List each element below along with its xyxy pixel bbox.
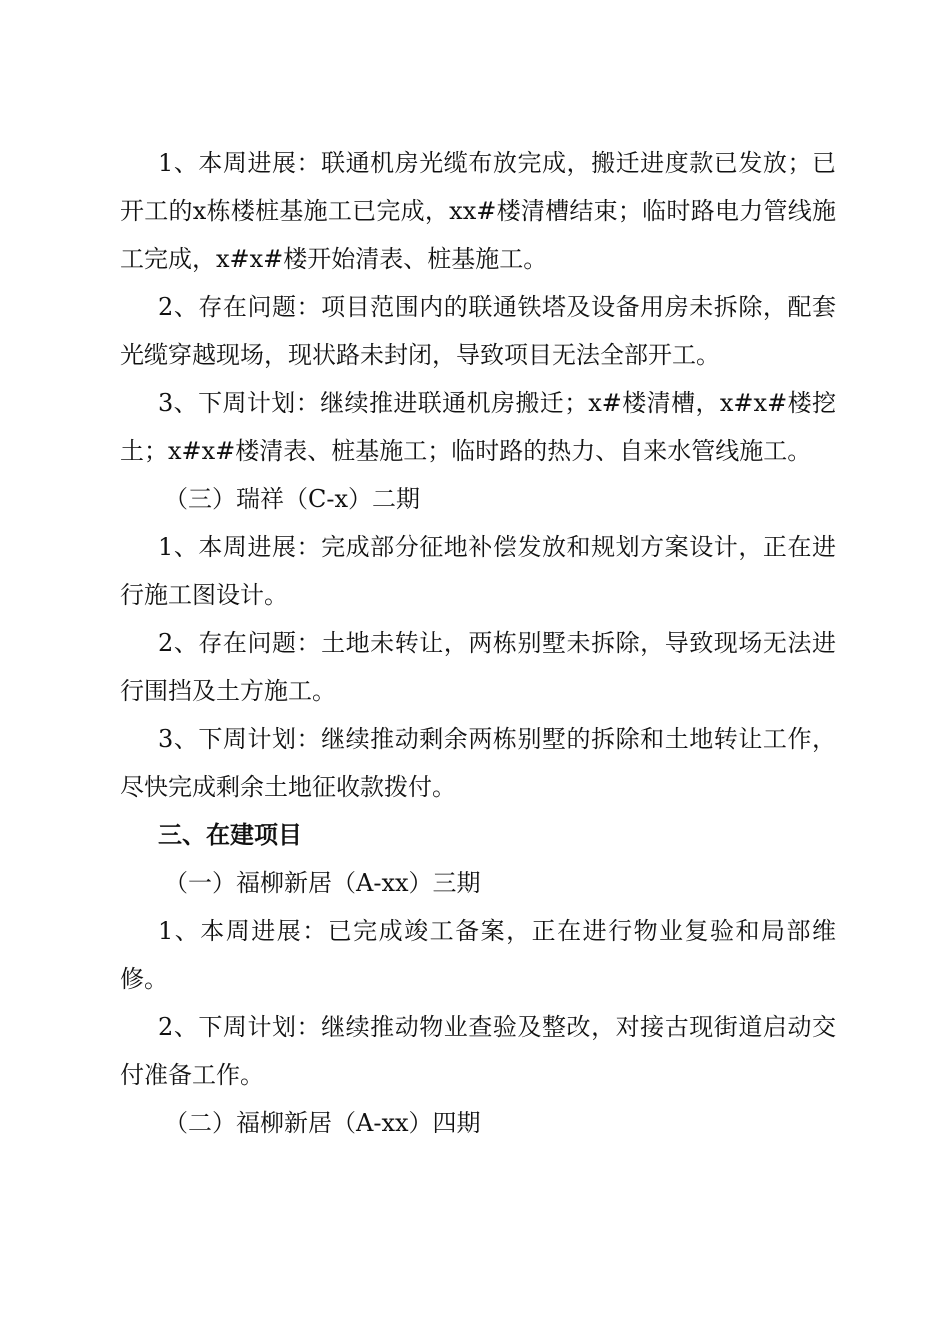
paragraph-issues-2: 2、存在问题：土地未转让，两栋别墅未拆除，导致现场无法进行围挡及土方施工。 — [120, 629, 836, 705]
document-body — [120, 139, 836, 1147]
paragraph-progress-2: 1、本周进展：完成部分征地补偿发放和规划方案设计，正在进行施工图设计。 — [120, 533, 836, 609]
section-heading-projects-under-construction: 三、在建项目 — [158, 821, 302, 849]
paragraph-progress-3: 1、本周进展：已完成竣工备案，正在进行物业复验和局部维修。 — [120, 917, 836, 993]
paragraph-plan-3: 2、下周计划：继续推动物业查验及整改，对接古现街道启动交付准备工作。 — [120, 1013, 836, 1089]
paragraph-plan-1: 3、下周计划：继续推进联通机房搬迁；x#楼清槽，x#x#楼挖土；x#x#楼清表、桩基施工；临时路的热力、自来水管线施工。 — [120, 389, 836, 465]
paragraph-progress-1: 1、本周进展：联通机房光缆布放完成，搬迁进度款已发放；已开工的x栋楼桩基施工已完成，xx#楼清槽结束；临时路电力管线施工完成，x#x#楼开始清表、桩基施工。 — [120, 149, 836, 273]
subheading-fuliu-phase-4: （二）福柳新居（A-xx）四期 — [164, 1109, 481, 1137]
paragraph-plan-2: 3、下周计划：继续推动剩余两栋别墅的拆除和土地转让工作，尽快完成剩余土地征收款拨付。 — [120, 725, 836, 801]
subheading-fuliu-phase-3: （一）福柳新居（A-xx）三期 — [164, 869, 481, 897]
subheading-ruixiang: （三）瑞祥（C-x）二期 — [164, 485, 421, 513]
paragraph-issues-1: 2、存在问题：项目范围内的联通铁塔及设备用房未拆除，配套光缆穿越现场，现状路未封闭，导致项目无法全部开工。 — [120, 293, 836, 369]
